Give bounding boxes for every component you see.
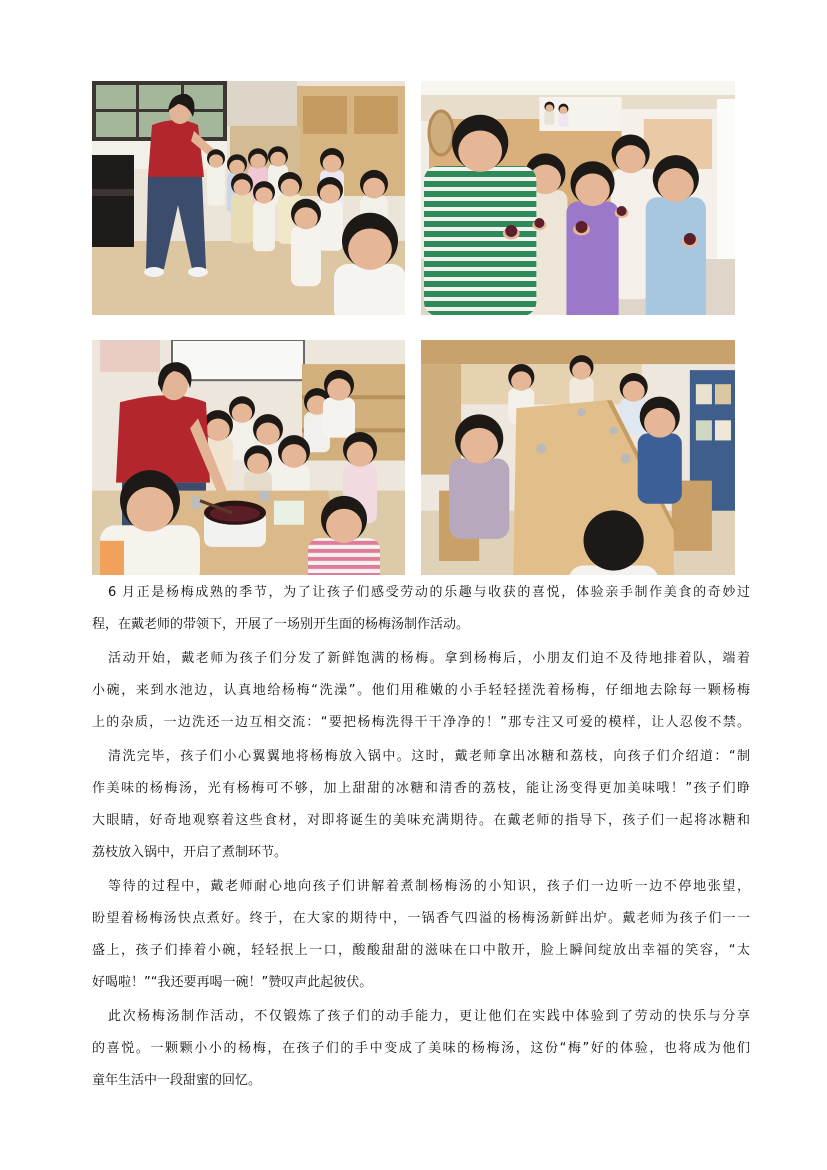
bayberry bbox=[617, 206, 627, 216]
bayberry bbox=[684, 233, 696, 245]
back-counter bbox=[461, 364, 642, 404]
child-face bbox=[250, 154, 266, 169]
child-figure bbox=[291, 199, 321, 286]
photo-4 bbox=[421, 340, 735, 575]
child-face bbox=[616, 145, 646, 173]
text-line: 上的杂质，一边洗还一边互相交流：“要把杨梅洗得干干净净的！”那专注又可爱的模样，让人忍俊不禁。 bbox=[92, 715, 750, 730]
child-face bbox=[233, 179, 250, 195]
child-figure bbox=[323, 370, 355, 438]
child-figure bbox=[566, 161, 618, 315]
text-line: 活动开始，戴老师为孩子们分发了新鲜饱满的杨梅。拿到杨梅后，小朋友们迫不及待地排着队，端着 bbox=[108, 651, 750, 666]
child-face bbox=[281, 179, 300, 197]
text-line: 童年生活中一段甜蜜的回忆。 bbox=[92, 1073, 262, 1088]
photo-4-scene bbox=[421, 340, 735, 575]
child-face bbox=[658, 168, 694, 202]
teacher-shirt bbox=[148, 120, 204, 177]
child-face bbox=[326, 509, 362, 543]
curtain bbox=[100, 340, 160, 372]
piano bbox=[92, 155, 134, 247]
child-shirt bbox=[308, 538, 380, 575]
wooden-cabinet bbox=[421, 364, 461, 474]
child-shirt bbox=[638, 433, 682, 503]
bayberry bbox=[505, 225, 517, 237]
child-face bbox=[320, 184, 340, 203]
wall-mirror bbox=[429, 111, 453, 155]
child-face bbox=[323, 155, 342, 173]
child-shirt bbox=[323, 397, 355, 437]
child-shirt bbox=[334, 264, 405, 315]
cabinet-door bbox=[303, 96, 347, 134]
child-shirt bbox=[231, 193, 253, 243]
child-face bbox=[575, 174, 609, 207]
cabinet-door bbox=[354, 96, 398, 134]
piano-keys bbox=[92, 189, 134, 196]
text-line: 作美味的杨梅汤，光有杨梅可不够，加上甜甜的冰糖和清香的荔枝，能让汤变得更加美味哦！”孩子们睁 bbox=[92, 781, 750, 796]
bayberry bbox=[534, 218, 544, 228]
shelf-picture bbox=[715, 384, 731, 404]
child-figure bbox=[558, 104, 568, 127]
cup bbox=[577, 408, 585, 416]
photo-1-scene bbox=[92, 81, 405, 315]
photo-3 bbox=[92, 340, 405, 575]
child-hair bbox=[584, 510, 644, 570]
window bbox=[172, 340, 304, 380]
photo-1 bbox=[92, 81, 405, 315]
child-face bbox=[206, 419, 229, 441]
text-line: 清洗完毕，孩子们小心翼翼地将杨梅放入锅中。这时，戴老师拿出冰糖和荔枝，向孩子们介绍道：“制 bbox=[108, 749, 750, 764]
text-line: 荔枝放入锅中，开启了煮制环节。 bbox=[92, 845, 288, 860]
child-face bbox=[232, 404, 252, 423]
text-line: 大眼睛，好奇地观察着这些食材，对即将诞生的美味充满期待。在戴老师的指导下，孩子们一起将冰糖和 bbox=[92, 813, 750, 828]
child-face bbox=[294, 207, 317, 229]
orange-sleeve bbox=[100, 541, 124, 575]
child-figure bbox=[449, 414, 509, 538]
child-shirt bbox=[207, 166, 225, 206]
cup bbox=[536, 443, 546, 453]
child-face bbox=[229, 160, 245, 175]
child-figure bbox=[231, 173, 253, 243]
child-shirt bbox=[449, 459, 509, 539]
child-face bbox=[270, 152, 286, 167]
text-line: 盛上，孩子们捧着小碗，轻轻抿上一口，酸酸甜甜的滋味在口中散开，脸上瞬间绽放出幸福的笑容，“太 bbox=[92, 943, 750, 958]
text-line: 程，在戴老师的带领下，开展了一场别开生面的杨梅汤制作活动。 bbox=[92, 617, 470, 632]
child-face bbox=[347, 442, 374, 467]
photo-2 bbox=[421, 81, 735, 315]
shelf-picture bbox=[696, 384, 712, 404]
child-face bbox=[460, 428, 498, 464]
paragraph-1 bbox=[92, 577, 750, 641]
photo-3-scene bbox=[92, 340, 405, 575]
cup bbox=[621, 453, 631, 463]
paragraph-3 bbox=[92, 741, 750, 869]
child-shirt bbox=[558, 113, 568, 127]
child-face bbox=[127, 487, 174, 532]
paragraph-2 bbox=[92, 643, 750, 739]
child-face bbox=[560, 106, 568, 113]
cup bbox=[192, 497, 202, 509]
child-shirt bbox=[544, 111, 554, 125]
child-face bbox=[644, 408, 675, 438]
window-transom bbox=[92, 109, 227, 112]
child-shirt bbox=[566, 202, 618, 316]
child-face bbox=[545, 104, 553, 111]
child-shirt bbox=[646, 197, 706, 315]
child-face bbox=[363, 178, 385, 199]
child-face bbox=[256, 423, 279, 445]
child-shirt bbox=[291, 226, 321, 286]
article-body bbox=[92, 577, 750, 1099]
child-face bbox=[572, 362, 591, 380]
child-shirt bbox=[253, 201, 275, 251]
child-face bbox=[458, 130, 502, 171]
child-face bbox=[282, 444, 307, 468]
paragraph-4 bbox=[92, 871, 750, 999]
text-line: 好喝啦！”“我还要再喝一碗！”赞叹声此起彼伏。 bbox=[92, 975, 373, 990]
child-face bbox=[623, 381, 645, 402]
bayberry bbox=[575, 221, 587, 233]
text-line: 盼望着杨梅汤快点煮好。终于，在大家的期待中，一锅香气四溢的杨梅汤新鲜出炉。戴老师为孩子们一一 bbox=[92, 911, 750, 926]
teacher-shoe bbox=[188, 267, 208, 277]
child-figure bbox=[646, 155, 706, 315]
child-face bbox=[209, 154, 223, 167]
child-face bbox=[348, 228, 392, 269]
photo-2-scene bbox=[421, 81, 735, 315]
child-shirt bbox=[424, 166, 536, 315]
child-figure bbox=[569, 355, 593, 407]
child-face bbox=[247, 453, 269, 474]
cup bbox=[260, 491, 269, 502]
tissue-box bbox=[274, 501, 304, 525]
child-figure bbox=[638, 397, 682, 504]
child-figure bbox=[207, 149, 225, 205]
shelf-picture bbox=[715, 420, 731, 440]
rice-cooker bbox=[200, 501, 266, 547]
ceiling bbox=[421, 81, 735, 95]
child-figure bbox=[253, 181, 275, 251]
child-face bbox=[255, 187, 272, 203]
upper-wall bbox=[227, 81, 297, 126]
shelf-picture bbox=[696, 420, 712, 440]
child-face bbox=[327, 378, 350, 400]
cup bbox=[610, 426, 618, 434]
text-line: 6 月正是杨梅成熟的季节，为了让孩子们感受劳动的乐趣与收获的喜悦，体验亲手制作美食的奇妙过 bbox=[108, 585, 750, 600]
child-face bbox=[511, 371, 531, 390]
text-line: 此次杨梅汤制作活动，不仅锻炼了孩子们的动手能力，更让他们在实践中体验到了劳动的快乐与分享 bbox=[108, 1009, 750, 1024]
text-line: 的喜悦。一颗颗小小的杨梅，在孩子们的手中变成了美味的杨梅汤，这份“梅”好的体验，也将成为他们 bbox=[92, 1041, 750, 1056]
child-figure bbox=[544, 102, 554, 125]
paragraph-5 bbox=[92, 1001, 750, 1097]
text-line: 等待的过程中，戴老师耐心地向孩子们讲解着煮制杨梅汤的小知识，孩子们一边听一边不停地张望， bbox=[108, 879, 750, 894]
text-line: 小碗，来到水池边，认真地给杨梅“洗澡”。他们用稚嫩的小手轻轻搓洗着杨梅，仔细地去除每一颗杨梅 bbox=[92, 683, 750, 698]
teacher-shoe bbox=[144, 267, 164, 277]
